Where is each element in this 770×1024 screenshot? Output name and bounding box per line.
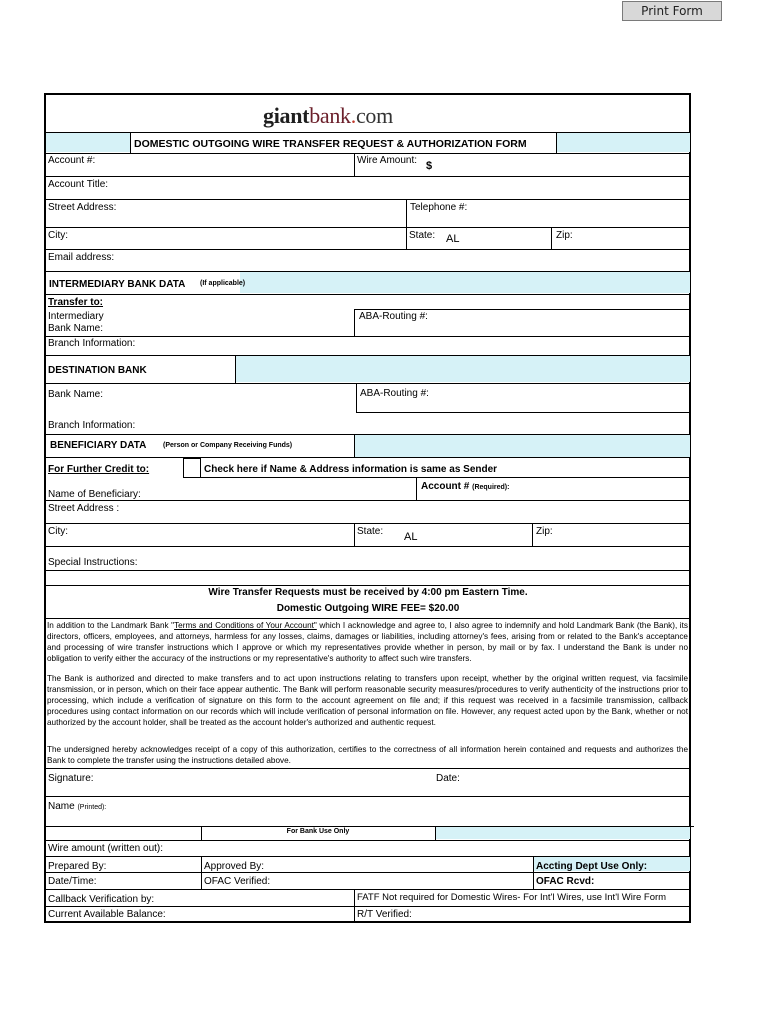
telephone-label: Telephone #: xyxy=(410,202,468,213)
legal-p1-before: In addition to the Landmark Bank " xyxy=(47,621,175,630)
date-label: Date: xyxy=(436,773,460,784)
beneficiary-street-label: Street Address : xyxy=(48,503,120,514)
beneficiary-name-label: Name of Beneficiary: xyxy=(48,489,141,500)
date-time-label: Date/Time: xyxy=(48,876,97,887)
intermediary-aba-input[interactable] xyxy=(435,312,685,334)
form-title: DOMESTIC OUTGOING WIRE TRANSFER REQUEST & AUTHORIZATION FORM xyxy=(134,138,527,150)
destination-heading: DESTINATION BANK xyxy=(48,365,147,376)
intermediary-note: (If applicable) xyxy=(200,280,246,287)
intermediary-bank-label-2: Bank Name: xyxy=(48,323,104,334)
balance-label: Current Available Balance: xyxy=(48,909,166,920)
beneficiary-highlight xyxy=(355,435,690,457)
destination-highlight xyxy=(236,356,690,382)
terms-link[interactable]: Terms and Conditions of Your Account" xyxy=(174,621,317,630)
beneficiary-account-input[interactable] xyxy=(420,491,685,500)
legal-paragraph-3: The undersigned hereby acknowledges receipt of a copy of this authorization, certifies to the correctness of all information herein contained and requests and authorizes the Bank to complete the transfer using the instructions detailed above. xyxy=(47,745,688,765)
destination-branch-label: Branch Information: xyxy=(48,420,136,431)
state-label: State: xyxy=(409,230,436,241)
telephone-input[interactable] xyxy=(410,213,685,226)
legal-paragraph-2: The Bank is authorized and directed to make transfers and to act upon instructions relating to transfers upon receipt, whether by the original written request, via facsimile transmission, or in person, which on their face appear authentic. The Bank will perform reasonable security measures/procedures to verify authenticity of the instructions prior to processing, which include a verification of signature on this form to the account agreement on file and; if this request was received in a facsimile transmission, callback procedures using contact information on our records which will include verification of personal information on file. However, any request acted upon by the Bank, whether or not authorized by the account holder, shall be treated as the account holder's authorized and authentic request. xyxy=(47,674,688,727)
name-label: Name xyxy=(48,801,75,812)
wire-amount-label: Wire Amount: xyxy=(357,155,418,166)
signature-label: Signature: xyxy=(48,773,94,784)
city-label: City: xyxy=(48,230,68,241)
beneficiary-heading: BENEFICIARY DATA xyxy=(50,440,147,451)
destination-branch-input[interactable] xyxy=(140,414,685,432)
giantbank-logo xyxy=(263,104,393,128)
fee-notice: Domestic Outgoing WIRE FEE= $20.00 xyxy=(276,603,460,614)
title-highlight-left xyxy=(46,133,130,152)
logo-dot: . xyxy=(350,103,356,128)
intermediary-aba-label: ABA-Routing #: xyxy=(359,311,428,322)
intermediary-branch-label: Branch Information: xyxy=(48,338,136,349)
wire-amount-input[interactable] xyxy=(440,162,685,175)
further-credit-label: For Further Credit to: xyxy=(48,464,150,475)
legal-p1-after: which I acknowledge and agree to, I also agree to indemnify and hold Landmark Bank (the Bank), its directors, officers, employees, and attorneys, harmless for any losses, claims, damages or liabilities, including attorney's fees, arising from or related to the Bank's acceptance and processing of wire transfer instructions which I approve or which my representatives provide whether in person, by mail or by fax. I understand the Bank is under no obligation to verify either the accuracy of the instructions or my representative's authority to affect such wire transfers. xyxy=(47,621,688,663)
deadline-notice: Wire Transfer Requests must be received by 4:00 pm Eastern Time. xyxy=(208,587,528,598)
wire-written-input[interactable] xyxy=(160,841,685,855)
intermediary-branch-input[interactable] xyxy=(140,337,685,354)
beneficiary-note: (Person or Company Receiving Funds) xyxy=(163,442,293,449)
printed-name-label xyxy=(48,801,106,812)
printed-note: (Printed): xyxy=(77,804,107,811)
account-title-input[interactable] xyxy=(115,178,685,198)
intermediary-heading: INTERMEDIARY BANK DATA xyxy=(49,279,186,290)
logo-com: com xyxy=(355,103,393,128)
destination-bank-name-label: Bank Name: xyxy=(48,389,104,400)
beneficiary-state-select[interactable]: AL xyxy=(404,531,418,543)
email-label: Email address: xyxy=(48,252,115,263)
fatf-note: FATF Not required for Domestic Wires- For Int'l Wires, use Int'l Wire Form xyxy=(357,892,667,903)
accting-label: Accting Dept Use Only: xyxy=(536,861,648,872)
bank-use-highlight xyxy=(436,827,690,839)
ofac-rcvd-label: OFAC Rcvd: xyxy=(536,876,595,887)
same-as-sender-checkbox[interactable] xyxy=(183,458,201,478)
bank-use-heading: For Bank Use Only xyxy=(286,828,350,835)
wire-written-label: Wire amount (written out): xyxy=(48,843,164,854)
title-highlight-right xyxy=(557,133,690,152)
signature-field[interactable] xyxy=(100,770,420,794)
same-as-sender-label: Check here if Name & Address information is same as Sender xyxy=(204,464,498,475)
callback-label: Callback Verification by: xyxy=(48,894,155,905)
beneficiary-state-label: State: xyxy=(357,526,384,537)
rt-verified-label: R/T Verified: xyxy=(357,909,412,920)
beneficiary-account-text: Account # xyxy=(421,481,470,492)
intermediary-bank-label-1: Intermediary xyxy=(48,311,104,322)
approved-by-label: Approved By: xyxy=(204,861,265,872)
destination-aba-label: ABA-Routing #: xyxy=(360,388,429,399)
logo-bank: bank xyxy=(309,103,351,128)
prepared-by-label: Prepared By: xyxy=(48,861,107,872)
street-address-input[interactable] xyxy=(48,213,400,226)
destination-aba-input[interactable] xyxy=(435,387,685,407)
intermediary-highlight xyxy=(240,272,690,293)
email-input[interactable] xyxy=(118,251,685,269)
zip-label: Zip: xyxy=(556,230,573,241)
destination-bank-name-input[interactable] xyxy=(110,387,350,407)
account-input[interactable] xyxy=(48,166,348,176)
logo-giant: giant xyxy=(263,103,310,128)
account-label: Account #: xyxy=(48,155,96,166)
ofac-verified-label: OFAC Verified: xyxy=(204,876,271,887)
beneficiary-zip-label: Zip: xyxy=(536,526,553,537)
beneficiary-name-input[interactable] xyxy=(150,487,410,499)
state-select[interactable]: AL xyxy=(446,233,460,245)
intermediary-bank-input[interactable] xyxy=(110,312,348,334)
date-input[interactable] xyxy=(465,770,685,794)
street-address-label: Street Address: xyxy=(48,202,117,213)
account-title-label: Account Title: xyxy=(48,179,109,190)
special-instructions-label: Special Instructions: xyxy=(48,557,138,568)
beneficiary-account-required: (Required): xyxy=(472,484,510,491)
print-form-button[interactable]: Print Form xyxy=(622,1,722,21)
beneficiary-street-input[interactable] xyxy=(128,501,685,521)
transfer-to-label: Transfer to: xyxy=(48,297,104,308)
special-instructions-input[interactable] xyxy=(145,549,685,569)
printed-name-input[interactable] xyxy=(118,799,685,823)
legal-paragraph-1 xyxy=(47,620,688,664)
currency-symbol: $ xyxy=(426,160,433,172)
beneficiary-city-label: City: xyxy=(48,526,68,537)
